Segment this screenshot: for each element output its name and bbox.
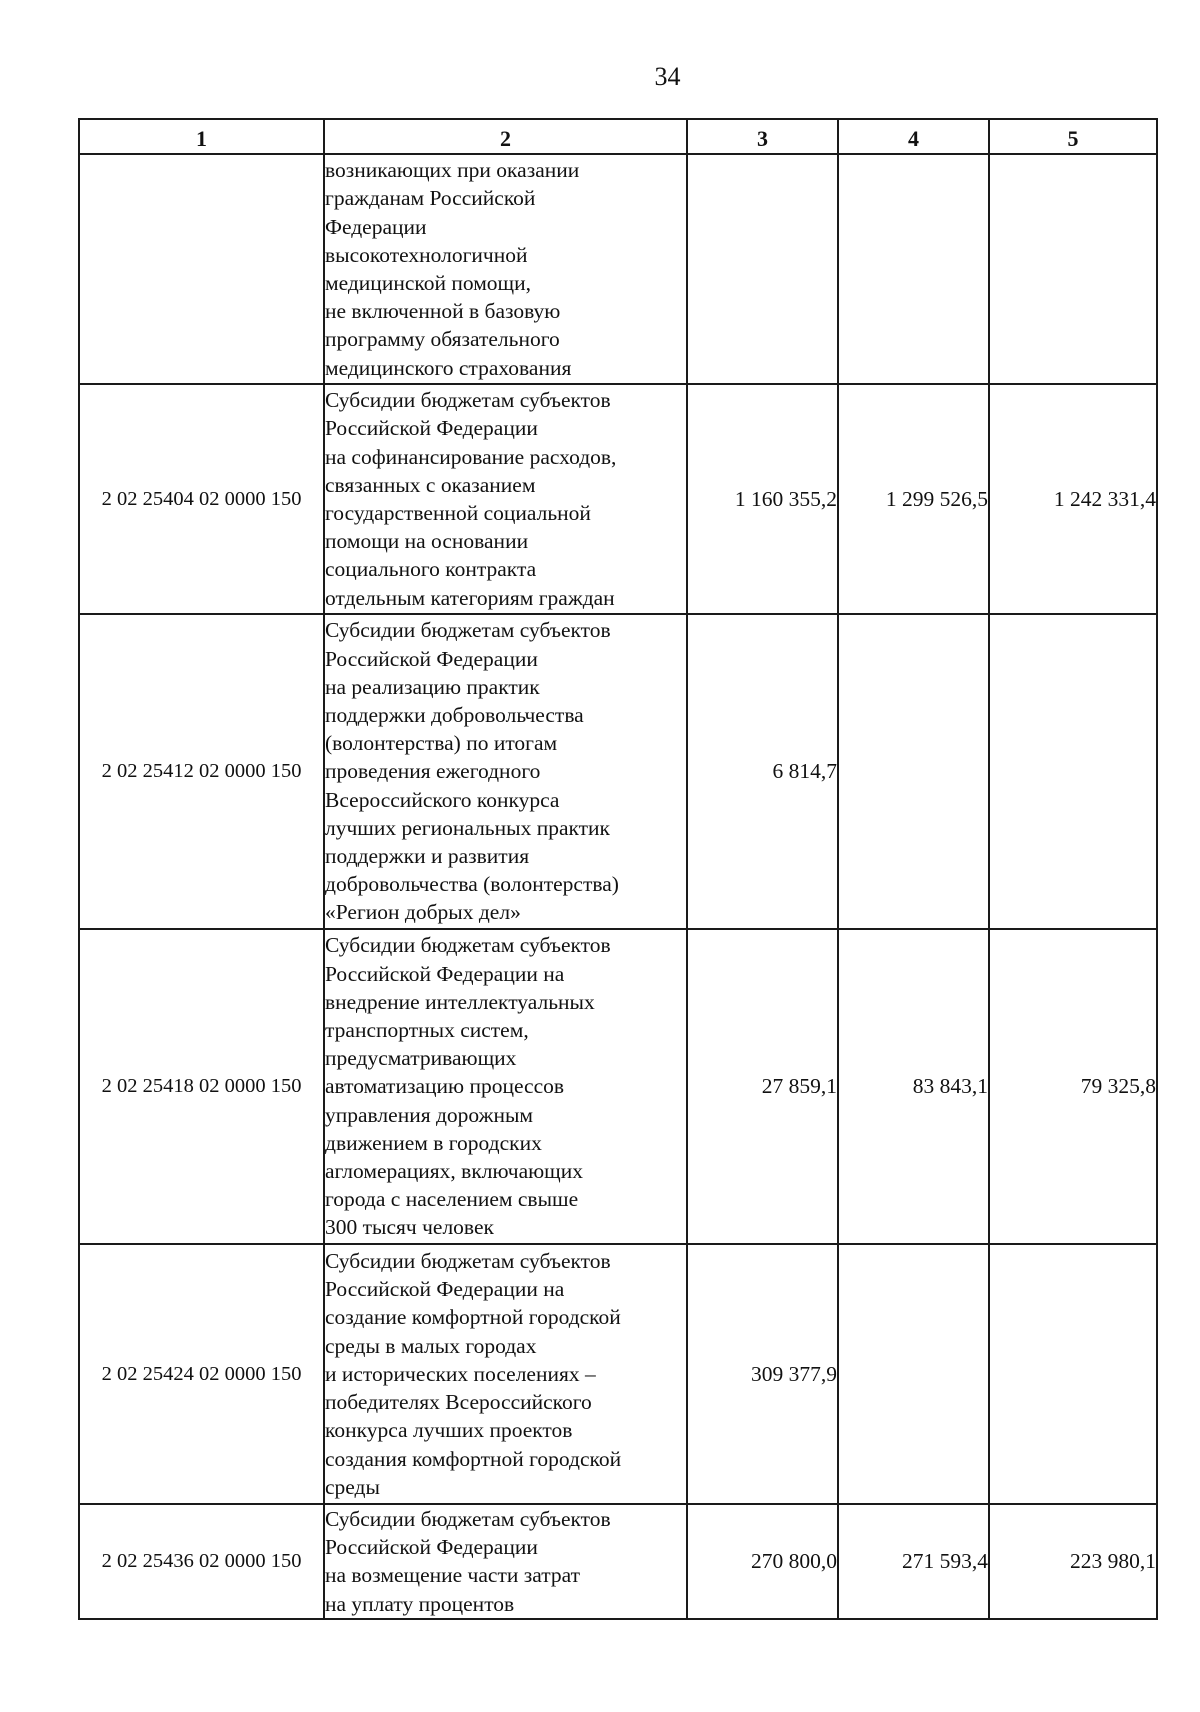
table-header-row [79, 119, 1157, 154]
budget-code-cell: 2 02 25436 02 0000 150 [79, 1504, 324, 1619]
revenue-name-line: транспортных систем, [325, 1017, 529, 1042]
revenue-name-cell [324, 1504, 687, 1619]
revenue-name-line: среды [325, 1474, 380, 1499]
revenue-name-line: на возмещение части затрат [325, 1563, 580, 1588]
amount-cell-col5: 79 325,8 [989, 929, 1157, 1244]
revenue-name-line: Федерации [325, 214, 427, 239]
revenue-name-line: Субсидии бюджетам субъектов [325, 618, 611, 643]
amount-cell-col5 [989, 154, 1157, 384]
budget-code-cell: 2 02 25404 02 0000 150 [79, 384, 324, 614]
table-body [79, 154, 1157, 1619]
revenue-name-line: медицинской помощи, [325, 271, 531, 295]
revenue-name-line: социального контракта [325, 557, 537, 582]
amount-cell-col5 [989, 614, 1157, 929]
revenue-name-line: лучших региональных практик [325, 815, 611, 840]
revenue-name-line: конкурса лучших проектов [325, 1418, 573, 1443]
revenue-name-line: на софинансирование расходов, [325, 444, 617, 469]
revenue-name-line: Субсидии бюджетам субъектов [325, 1507, 611, 1531]
revenue-name-line: создание комфортной городской [325, 1305, 621, 1330]
revenue-name-line: и исторических поселениях – [325, 1361, 596, 1386]
amount-cell-col4 [838, 614, 989, 929]
column-header-4: 4 [838, 119, 989, 154]
amount-cell-col4: 83 843,1 [838, 929, 989, 1244]
revenue-name-line: Всероссийского конкурса [325, 787, 560, 812]
amount-cell-col3: 1 160 355,2 [687, 384, 838, 614]
revenue-name-line: создания комфортной городской [325, 1446, 622, 1471]
revenue-name-line: возникающих при оказании [325, 158, 580, 183]
revenue-name-line: гражданам Российской [325, 186, 536, 211]
revenue-name-line: помощи на основании [325, 529, 529, 554]
revenue-name-line: добровольчества (волонтерства) [325, 872, 619, 897]
budget-code-cell [79, 154, 324, 384]
budget-code-cell: 2 02 25412 02 0000 150 [79, 614, 324, 929]
revenue-name-line: проведения ежегодного [325, 759, 541, 784]
revenue-name-line: автоматизацию процессов [325, 1074, 565, 1099]
amount-cell-col4 [838, 154, 989, 384]
amount-cell-col4: 1 299 526,5 [838, 384, 989, 614]
revenue-name-line: Российской Федерации на [325, 1277, 565, 1302]
revenue-name-cell [324, 1244, 687, 1504]
revenue-name-cell [324, 929, 687, 1244]
revenue-name-line: Субсидии бюджетам субъектов [325, 388, 611, 413]
amount-cell-col3: 270 800,0 [687, 1504, 838, 1619]
revenue-name-line: среды в малых городах [325, 1333, 537, 1358]
revenue-name-line: Субсидии бюджетам субъектов [325, 933, 611, 958]
revenue-name-line: отдельным категориям граждан [325, 585, 615, 610]
amount-cell-col4 [838, 1244, 989, 1504]
amount-cell-col3: 309 377,9 [687, 1244, 838, 1504]
amount-cell-col3: 6 814,7 [687, 614, 838, 929]
revenue-name-line: 300 тысяч человек [325, 1215, 494, 1240]
revenue-name-line: поддержки добровольчества [325, 702, 584, 727]
revenue-name-line: государственной социальной [325, 501, 591, 525]
revenue-name-line: на уплату процентов [325, 1591, 515, 1616]
revenue-name-cell [324, 384, 687, 614]
amount-cell-col5: 1 242 331,4 [989, 384, 1157, 614]
table-row [79, 929, 1157, 1244]
amount-cell-col3 [687, 154, 838, 384]
column-header-3: 3 [687, 119, 838, 154]
revenue-name-line: Субсидии бюджетам субъектов [325, 1249, 611, 1274]
revenue-name-line: движением в городских [325, 1130, 542, 1155]
revenue-name-line: Российской Федерации [325, 416, 538, 441]
column-header-2: 2 [324, 119, 687, 154]
revenue-name-line: (волонтерства) по итогам [325, 731, 558, 756]
table-row [79, 154, 1157, 384]
amount-cell-col4: 271 593,4 [838, 1504, 989, 1619]
revenue-name-cell [324, 614, 687, 929]
revenue-name-line: поддержки и развития [325, 844, 530, 868]
revenue-name-line: программу обязательного [325, 327, 560, 352]
revenue-name-line: медицинского страхования [325, 355, 572, 380]
revenue-name-line: Российской Федерации [325, 646, 538, 671]
revenue-name-line: Российской Федерации [325, 1535, 538, 1560]
revenue-name-line: «Регион добрых дел» [325, 900, 521, 925]
revenue-name-line: предусматривающих [325, 1046, 517, 1071]
table-row [79, 1244, 1157, 1504]
revenue-name-line: внедрение интеллектуальных [325, 989, 595, 1014]
amount-cell-col5 [989, 1244, 1157, 1504]
page-number: 34 [654, 62, 681, 91]
revenue-name-line: Российской Федерации на [325, 961, 565, 986]
revenue-name-line: победителях Всероссийского [325, 1390, 592, 1415]
amount-cell-col5: 223 980,1 [989, 1504, 1157, 1619]
table-row [79, 1504, 1157, 1619]
amount-cell-col3: 27 859,1 [687, 929, 838, 1244]
revenue-name-line: высокотехнологичной [325, 242, 528, 267]
budget-revenue-table [78, 118, 1158, 1620]
revenue-name-line: не включенной в базовую [325, 299, 561, 324]
revenue-name-line: связанных с оказанием [325, 472, 536, 497]
column-header-5: 5 [989, 119, 1157, 154]
budget-code-cell: 2 02 25418 02 0000 150 [79, 929, 324, 1244]
revenue-name-line: на реализацию практик [325, 674, 540, 699]
revenue-name-line: агломерациях, включающих [325, 1159, 583, 1183]
budget-code-cell: 2 02 25424 02 0000 150 [79, 1244, 324, 1504]
revenue-name-cell [324, 154, 687, 384]
table-row [79, 384, 1157, 614]
column-header-1: 1 [79, 119, 324, 154]
revenue-name-line: управления дорожным [325, 1102, 534, 1127]
table-row [79, 614, 1157, 929]
revenue-name-line: города с населением свыше [325, 1187, 579, 1212]
